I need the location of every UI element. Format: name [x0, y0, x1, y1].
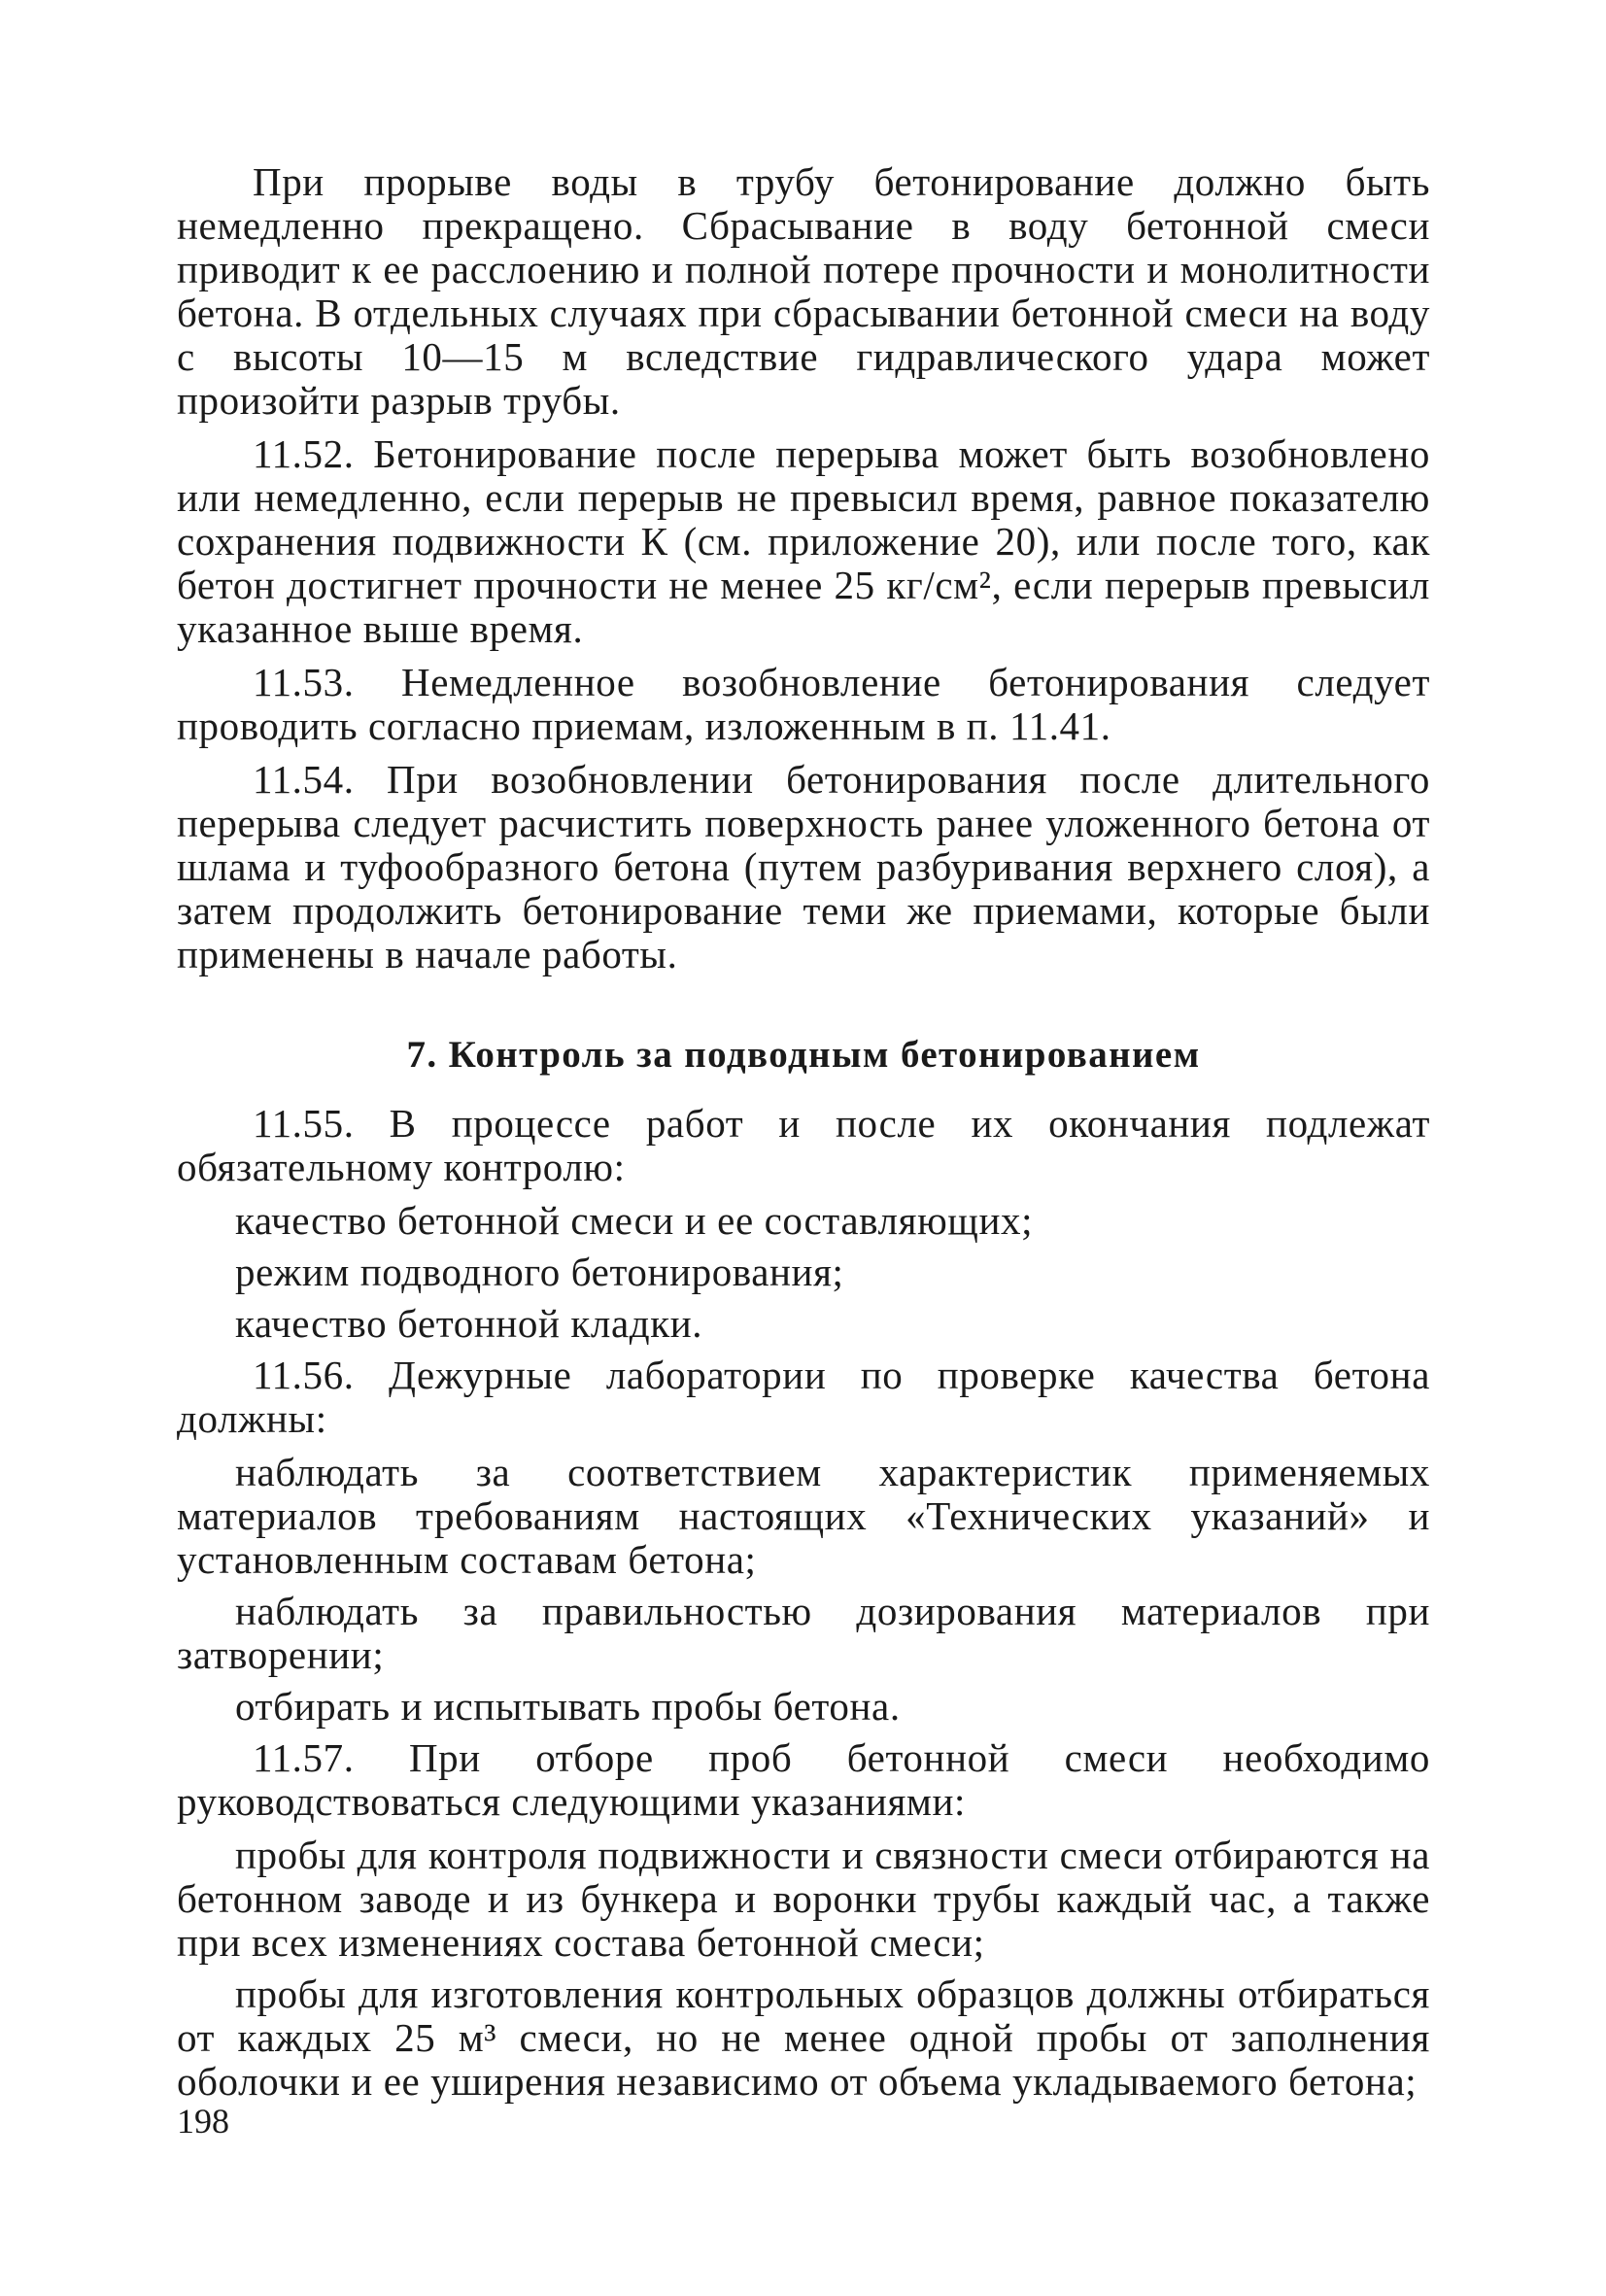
paragraph-11-54: 11.54. При возобновлении бетонирования после длительного перерыва следует расчистить поверхность ранее уложенного бетона от шлама и туфообразного бетона (путем разбуривания верхнего слоя), а затем продолжить бетонирование теми же приемами, которые были применены в начале работы. [177, 757, 1430, 977]
paragraph-11-56: 11.56. Дежурные лаборатории по проверке качества бетона должны: [177, 1353, 1430, 1441]
paragraph-11-52: 11.52. Бетонирование после перерыва может быть возобновлено или немедленно, если перерыв не превысил время, равное показателю сохранения подвижности К (см. приложение 20), или после того, как бетон достигнет прочности не менее 25 кг/см², если перерыв превысил указанное выше время. [177, 431, 1430, 651]
section-heading: 7. Контроль за подводным бетонированием [406, 1034, 1201, 1076]
list-item: пробы для изготовления контрольных образцов должны отбираться от каждых 25 м³ смеси, но не менее одной пробы от заполнения оболочки и ее уширения независимо от объема укладываемого бетона; [177, 1971, 1430, 2104]
list-item: отбирать и испытывать пробы бетона. [235, 1684, 901, 1729]
list-item: качество бетонной смеси и ее составляющих; [235, 1198, 1034, 1243]
list-item: пробы для контроля подвижности и связности смеси отбираются на бетонном заводе и из бункера и воронки трубы каждый час, а также при всех изменениях состава бетонной смеси; [177, 1833, 1430, 1965]
list-item: режим подводного бетонирования; [235, 1250, 844, 1294]
page-number: 198 [177, 2102, 229, 2141]
list-item: наблюдать за соответствием характеристик применяемых материалов требованиям настоящих «Технических указаний» и установленным составам бетона; [177, 1450, 1430, 1582]
list-item: качество бетонной кладки. [235, 1301, 703, 1346]
paragraph-11-55: 11.55. В процессе работ и после их окончания подлежат обязательному контролю: [177, 1101, 1430, 1189]
paragraph-11-53: 11.53. Немедленное возобновление бетонирования следует проводить согласно приемам, изложенным в п. 11.41. [177, 660, 1430, 748]
paragraph-water-breakthrough: При прорыве воды в трубу бетонирование должно быть немедленно прекращено. Сбрасывание в воду бетонной смеси приводит к ее расслоению и полной потере прочности и монолитности бетона. В отдельных случаях при сбрасывании бетонной смеси на воду с высоты 10—15 м вследствие гидравлического удара может произойти разрыв трубы. [177, 159, 1430, 423]
page-body [177, 160, 1430, 2111]
list-item: наблюдать за правильностью дозирования материалов при затворении; [177, 1589, 1430, 1677]
paragraph-11-57: 11.57. При отборе проб бетонной смеси необходимо руководствоваться следующими указаниями: [177, 1735, 1430, 1824]
